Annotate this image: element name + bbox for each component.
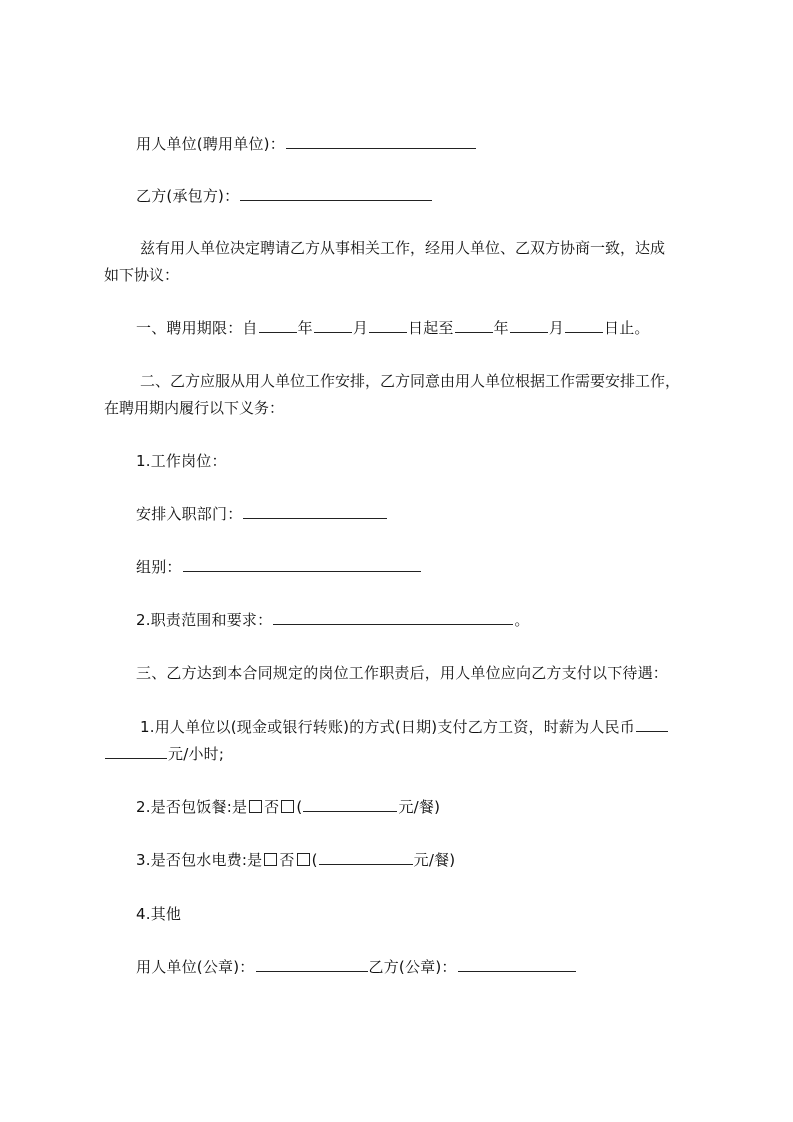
- utility-unit: 元/餐): [413, 851, 456, 869]
- employer-line: [136, 134, 477, 154]
- utility-line: [136, 850, 455, 870]
- party-b-seal-blank[interactable]: [458, 957, 576, 972]
- term-year-2: 年: [493, 319, 509, 337]
- pay-blank-1[interactable]: [636, 717, 668, 732]
- intro-line-2: 如下协议：: [104, 266, 180, 284]
- term-prefix: 一、聘用期限：自: [136, 319, 258, 337]
- signature-line: [136, 957, 577, 977]
- pay-line-1: [140, 717, 669, 737]
- term-year-from-blank[interactable]: [259, 318, 297, 333]
- dept-blank[interactable]: [243, 504, 387, 519]
- party-b-seal-label: 乙方(公章)：: [368, 958, 457, 976]
- pay-text: 1.用人单位以(现金或银行转账)的方式(日期)支付乙方工资，时薪为人民币: [140, 718, 635, 736]
- section2-line-2: 在聘用期内履行以下义务：: [104, 399, 285, 417]
- party-b-line: [136, 186, 433, 206]
- meal-line: [136, 797, 440, 817]
- dept-label: 安排入职部门：: [136, 505, 243, 523]
- utility-no-checkbox[interactable]: [297, 853, 310, 866]
- pay-line-2: [104, 744, 224, 764]
- duty-label: 2.职责范围和要求：: [136, 611, 273, 629]
- employer-seal-label: 用人单位(公章)：: [136, 958, 255, 976]
- intro-line-1: 兹有用人单位决定聘请乙方从事相关工作，经用人单位、乙双方协商一致，达成: [140, 239, 666, 257]
- post-title: 1.工作岗位：: [136, 452, 227, 470]
- utility-amount-blank[interactable]: [319, 850, 413, 865]
- term-month-2: 月: [548, 319, 565, 337]
- dept-line: [136, 504, 388, 524]
- meal-no-label: 否: [264, 798, 280, 816]
- meal-yes-checkbox[interactable]: [249, 800, 262, 813]
- meal-label: 2.是否包饭餐:是: [136, 798, 248, 816]
- utility-yes-checkbox[interactable]: [264, 853, 277, 866]
- party-b-blank[interactable]: [240, 186, 432, 201]
- term-line: [136, 318, 650, 338]
- term-day-to-blank[interactable]: [565, 318, 603, 333]
- other-item: 4.其他: [136, 905, 182, 923]
- term-day-to: 日止。: [604, 319, 650, 337]
- term-year-to-blank[interactable]: [455, 318, 493, 333]
- group-line: [136, 557, 422, 577]
- group-label: 组别：: [136, 558, 182, 576]
- utility-no-label: 否: [279, 851, 295, 869]
- employer-seal-blank[interactable]: [256, 957, 368, 972]
- duty-blank[interactable]: [273, 610, 513, 625]
- term-month-to-blank[interactable]: [510, 318, 548, 333]
- term-day-from: 日起至: [408, 319, 454, 337]
- section2-line-1: 二、乙方应服从用人单位工作安排，乙方同意由用人单位根据工作需要安排工作，: [140, 372, 681, 390]
- term-month-1: 月: [352, 319, 369, 337]
- duty-line: [136, 610, 530, 630]
- term-month-from-blank[interactable]: [314, 318, 352, 333]
- meal-unit: 元/餐): [398, 798, 441, 816]
- meal-open: (: [296, 798, 303, 816]
- duty-end: 。: [514, 611, 530, 629]
- employer-label: 用人单位(聘用单位)：: [136, 135, 285, 153]
- group-blank[interactable]: [183, 557, 421, 572]
- pay-blank-2[interactable]: [105, 744, 167, 759]
- term-day-from-blank[interactable]: [369, 318, 407, 333]
- party-b-label: 乙方(承包方)：: [136, 187, 240, 205]
- utility-label: 3.是否包水电费:是: [136, 851, 263, 869]
- employer-blank[interactable]: [286, 134, 476, 149]
- meal-amount-blank[interactable]: [303, 797, 397, 812]
- meal-no-checkbox[interactable]: [281, 800, 294, 813]
- utility-open: (: [311, 851, 318, 869]
- term-year-1: 年: [297, 319, 313, 337]
- section3-title: 三、乙方达到本合同规定的岗位工作职责后，用人单位应向乙方支付以下待遇：: [136, 664, 669, 682]
- pay-unit: 元/小时;: [168, 745, 225, 763]
